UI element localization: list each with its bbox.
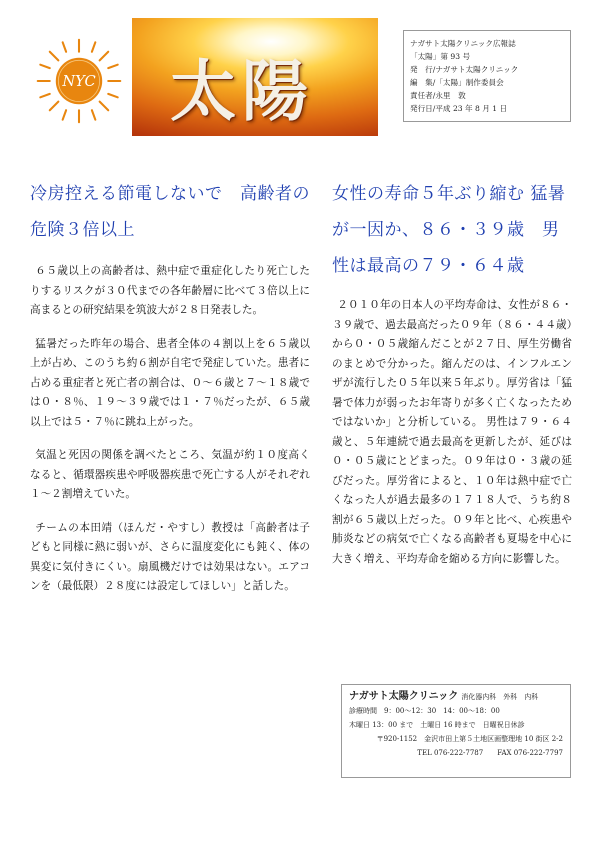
- header-banner: [22, 18, 378, 136]
- clinic-contact: TEL 076-222-7787 FAX 076-222-7797: [417, 749, 563, 757]
- clinic-departments: 消化器内科 外科 内科: [461, 693, 539, 701]
- clinic-address: 〒920-1152 金沢市田上第５土地区画整理地 10 街区 2-2: [376, 735, 563, 743]
- clinic-name: ナガサト太陽クリニック: [349, 691, 459, 702]
- right-article-headline: 女性の寿命５年ぶり縮む 猛暑が一因か、８６・３９歳 男性は最高の７９・６４歳: [332, 184, 566, 276]
- clinic-closed-days: 木曜日 13：00 まで 土曜日 16 時まで 日曜祝日休診: [349, 721, 525, 729]
- info-line: 編 集/「太陽」制作委員会: [410, 78, 504, 87]
- newsletter-title: 太陽: [170, 53, 314, 130]
- paragraph: ２０１０年の日本人の平均寿命は、女性が８６・３９歳で、過去最高だった０９年（８６・４４歳）から０・０５歳縮んだことが２７日、厚生労働省のまとめで分かった。縮んだのは、インフルエンザが流行した０５年以来５年ぶり。厚労省は「猛暑で体力が弱ったお年寄りが多く亡くなったためではないか」と分析している。 男性は７９・６４歳と、５年連続で過去最高を更新したが、延びは０・０５歳にとどまった。０９年は０・３歳の延びだった。厚労省によると、１０年は熱中症で亡くなった人が過去最多の１７１８人で、うち約８割が６５歳以上だった。０９年と比べ、心疾患や肺炎などの病気で亡くなる高齢者も夏場を中心に大きく増え、平均寿命を縮める方向に影響した。: [332, 299, 572, 565]
- publication-info: [403, 30, 571, 122]
- sun-logo-icon: [36, 38, 122, 124]
- paragraph: チームの本田靖（ほんだ・やすし）教授は「高齢者は子どもと同様に熱に弱いが、さらに温度変化にも鈍く、体の異変に気付きにくい。扇風機だけでは効果はない。エアコンを（最低限）２８度には設定してほしい」と話した。: [30, 521, 310, 592]
- paragraph: 気温と死因の関係を調べたところ、気温が約１０度高くなると、循環器疾患や呼吸器疾患で死亡する人がそれぞれ１～２割増えていた。: [30, 449, 310, 500]
- right-article-body: [332, 296, 572, 583]
- left-article-headline: 冷房控える節電しないで 高齢者の危険３倍以上: [30, 184, 310, 240]
- info-line: 発行日/平成 23 年 8 月 1 日: [410, 104, 508, 113]
- paragraph: ６５歳以上の高齢者は、熱中症で重症化したり死亡したりするリスクが３０代までの各年齢層に比べて３倍以上に高まるとの研究結果を筑波大が２８日発表した。: [30, 265, 310, 316]
- info-line: 責任者/永里 敦: [410, 91, 466, 100]
- info-line: 「太陽」第 93 号: [410, 52, 471, 61]
- clinic-hours: 診療時間 9：00～12：30 14：00～18：00: [349, 707, 500, 715]
- info-line: 発 行/ナガサト太陽クリニック: [410, 65, 519, 74]
- info-line: ナガサト太陽クリニック広報誌: [410, 39, 516, 48]
- logo-area: [22, 18, 132, 136]
- clinic-info: [341, 684, 571, 778]
- left-article-body: [30, 262, 310, 611]
- paragraph: 猛暑だった昨年の場合、患者全体の４割以上を６５歳以上が占め、このうち約６割が自宅で発症していた。患者に占める重症者と死亡者の割合は、０～６歳と７～１８歳では０・８％、１９～３９歳では１・７％だったが、６５歳以上では５・７％に跳ね上がった。: [30, 337, 310, 428]
- logo-text: NYC: [62, 73, 96, 91]
